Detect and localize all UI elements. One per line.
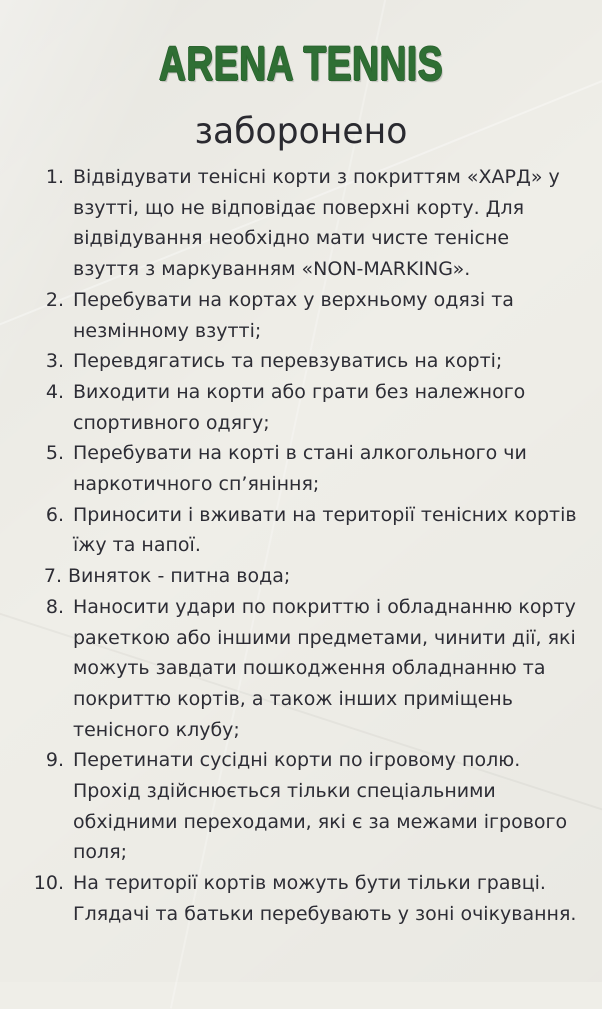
rule-item — [20, 745, 580, 868]
rule-text: Перебувати на кортах у верхньому одязі та незмінному взутті; — [73, 288, 514, 342]
rule-text: Перетинати сусідні корти по ігровому полю. Прохід здійснюється тільки спеціальними обхідними переходами, які є за межами ігрового поля; — [73, 749, 568, 864]
rule-item — [20, 346, 580, 377]
rule-number: 3. — [45, 350, 64, 373]
rule-number: 1. — [45, 166, 64, 188]
rule-text: На території кортів можуть бути тільки гравці. Глядачі та батьки перебувають у зоні очікування. — [73, 872, 577, 925]
rule-number: 7. — [43, 565, 62, 588]
rule-text: Перевдягатись та перевзуватись на корті; — [73, 350, 503, 373]
rule-item — [20, 592, 580, 746]
rule-item — [20, 561, 580, 592]
rule-number: 8. — [45, 595, 64, 618]
rule-item — [20, 868, 580, 929]
rule-number: 2. — [45, 288, 64, 311]
rule-text: Виходити на корти або грати без належного спортивного одягу; — [73, 380, 526, 434]
rule-item — [20, 438, 580, 499]
rule-number: 10. — [33, 872, 64, 895]
rules-list — [20, 162, 580, 930]
brand-title: ARENA TENNIS — [158, 38, 444, 91]
rule-item — [20, 162, 580, 285]
rule-text: Наносити удари по покриттю і обладнанню корту ракеткою або іншими предметами, чинити дії, які можуть завдати пошкодження обладнанню та покриттю кортів, а також інших приміщень тенісного клубу; — [73, 595, 576, 741]
rule-number: 4. — [45, 380, 64, 403]
rule-item — [20, 500, 580, 561]
rule-number: 9. — [45, 749, 64, 772]
rule-item — [20, 285, 580, 346]
section-title: заборонено — [194, 111, 408, 152]
rule-text: Приносити і вживати на території тенісних кортів їжу та напої. — [73, 503, 577, 557]
rule-text: Відвідувати тенісні корти з покриттям «ХАРД» у взутті, що не відповідає поверхні корту. Для відвідування необхідно мати чисте тенісне взуття з маркуванням «NON-MARKING». — [73, 166, 560, 281]
rule-item — [20, 377, 580, 438]
rule-number: 5. — [45, 442, 64, 465]
rule-text: Виняток - питна вода; — [68, 565, 291, 588]
rule-text: Перебувати на корті в стані алкогольного чи наркотичного сп’яніння; — [73, 442, 527, 496]
rule-number: 6. — [45, 503, 64, 526]
